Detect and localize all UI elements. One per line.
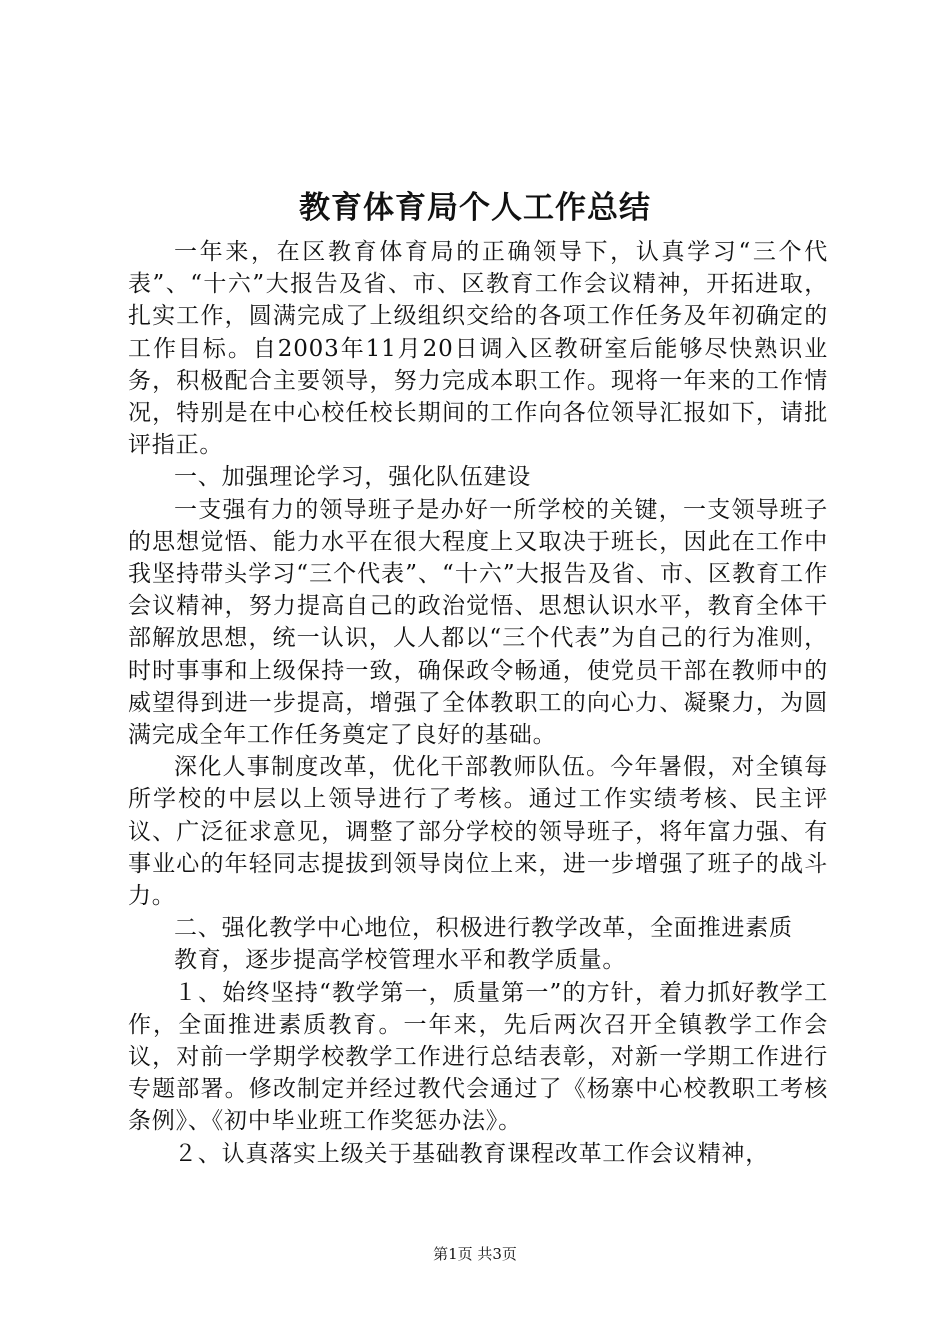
paragraph-intro: 一年来，在区教育体育局的正确领导下，认真学习“三个代表”、“十六”大报告及省、市、区教育工作会议精神，开拓进取，扎实工作，圆满完成了上级组织交给的各项工作任务及年初确定的工作目标。自2003年11月20日调入区教研室后能够尽快熟识业务，积极配合主要领导，努力完成本职工作。现将一年来的工作情况，特别是在中心校任校长期间的工作向各位领导汇报如下，请批评指正。 bbox=[128, 239, 828, 459]
page-footer bbox=[0, 1244, 950, 1264]
paragraph-leadership: 一支强有力的领导班子是办好一所学校的关键，一支领导班子的思想觉悟、能力水平在很大程度上又取决于班长，因此在工作中我坚持带头学习“三个代表”、“十六”大报告及省、市、区教育工作会议精神，努力提高自己的政治觉悟、思想认识水平，教育全体干部解放思想，统一认识，人人都以“三个代表”为自己的行为准则，时时事事和上级保持一致，确保政令畅通，使党员干部在教师中的威望得到进一步提高，增强了全体教职工的向心力、凝聚力，为圆满完成全年工作任务奠定了良好的基础。 bbox=[128, 496, 828, 749]
paragraph-item-2: ２、认真落实上级关于基础教育课程改革工作会议精神， bbox=[174, 1140, 769, 1167]
document-body bbox=[128, 236, 828, 1170]
section-heading-2: 二、强化教学中心地位，积极进行教学改革，全面推进素质 bbox=[174, 915, 793, 942]
paragraph-personnel-reform: 深化人事制度改革，优化干部教师队伍。今年暑假，对全镇每所学校的中层以上领导进行了考核。通过工作实绩考核、民主评议、广泛征求意见，调整了部分学校的领导班子，将年富力强、有事业心的年轻同志提拔到领导岗位上来，进一步增强了班子的战斗力。 bbox=[128, 754, 828, 910]
paragraph-item-1: １、始终坚持“教学第一，质量第一”的方针，着力抓好教学工作，全面推进素质教育。一年来，先后两次召开全镇教学工作会议，对前一学期学校教学工作进行总结表彰，对新一学期工作进行专题部署。修改制定并经过教代会通过了《杨寨中心校教职工考核条例》、《初中毕业班工作奖惩办法》。 bbox=[128, 979, 828, 1135]
section-heading-1: 一、加强理论学习，强化队伍建设 bbox=[174, 464, 531, 491]
page-number-indicator: 第1页 共3页 bbox=[433, 1245, 517, 1263]
document-title: 教育体育局个人工作总结 bbox=[299, 190, 651, 226]
section-heading-2-continued: 教育，逐步提高学校管理水平和教学质量。 bbox=[174, 947, 627, 974]
